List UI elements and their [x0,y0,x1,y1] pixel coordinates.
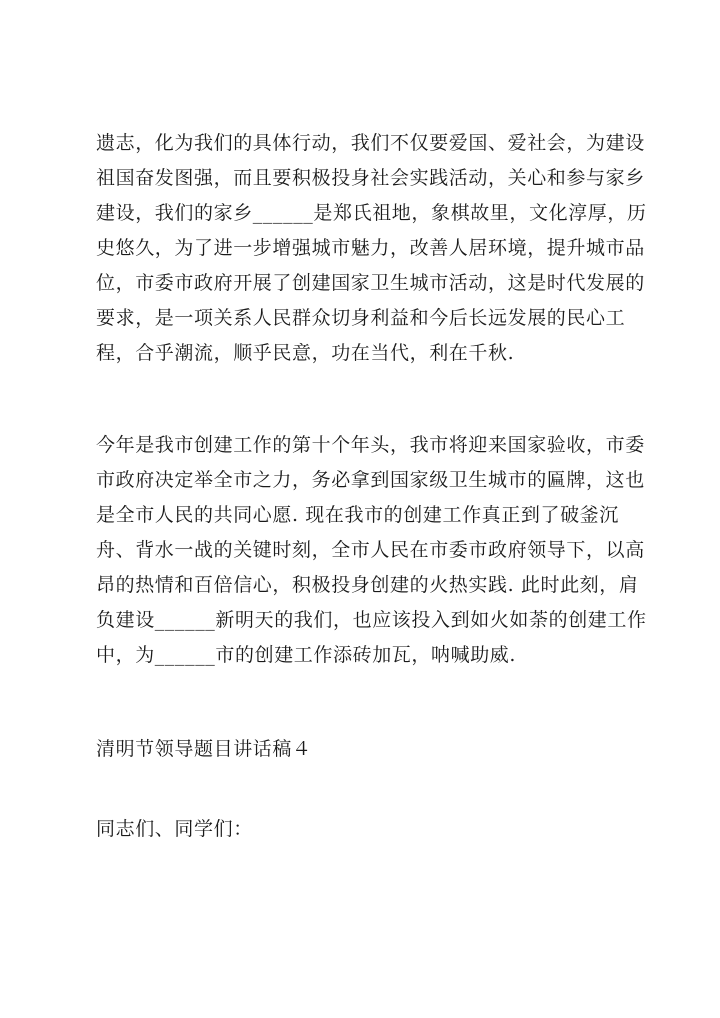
paragraph-1-line-2: 祖国奋发图强，而且要积极投身社会实践活动，关心和参与家乡 [96,167,645,189]
paragraph-1-line-7: 程，合乎潮流，顺乎民意，功在当代，利在千秋. [96,342,515,364]
paragraph-2-line-5: 昂的热情和百倍信心，积极投身创建的火热实践. 此时此刻，肩 [96,574,639,596]
paragraph-2-line-3: 是全市人民的共同心愿. 现在我市的创建工作真正到了破釜沉 [96,504,619,526]
paragraph-1-line-1: 遗志，化为我们的具体行动，我们不仅要爱国、爱社会，为建设 [96,132,645,154]
paragraph-1-line-5: 位，市委市政府开展了创建国家卫生城市活动，这是时代发展的 [96,272,645,294]
salutation: 同志们、同学们： [96,818,253,840]
paragraph-2-line-2: 市政府决定举全市之力，务必拿到国家级卫生城市的匾牌，这也 [96,469,645,491]
paragraph-1-line-6: 要求，是一项关系人民群众切身利益和今后长远发展的民心工 [96,307,626,329]
paragraph-2-line-4: 舟、背水一战的关键时刻，全市人民在市委市政府领导下，以高 [96,539,645,561]
paragraph-1-line-3: 建设，我们的家乡______是郑氏祖地，象棋故里，文化淳厚，历 [96,202,647,224]
paragraph-2-line-7: 中，为______市的创建工作添砖加瓦，呐喊助威. [96,644,517,666]
paragraph-1-line-4: 史悠久，为了进一步增强城市魅力，改善人居环境，提升城市品 [96,237,645,259]
section-title: 清明节领导题目讲话稿４ [96,738,312,760]
paragraph-2-line-6: 负建设______新明天的我们，也应该投入到如火如荼的创建工作 [96,609,647,631]
paragraph-2-line-1: 今年是我市创建工作的第十个年头，我市将迎来国家验收，市委 [96,434,645,456]
